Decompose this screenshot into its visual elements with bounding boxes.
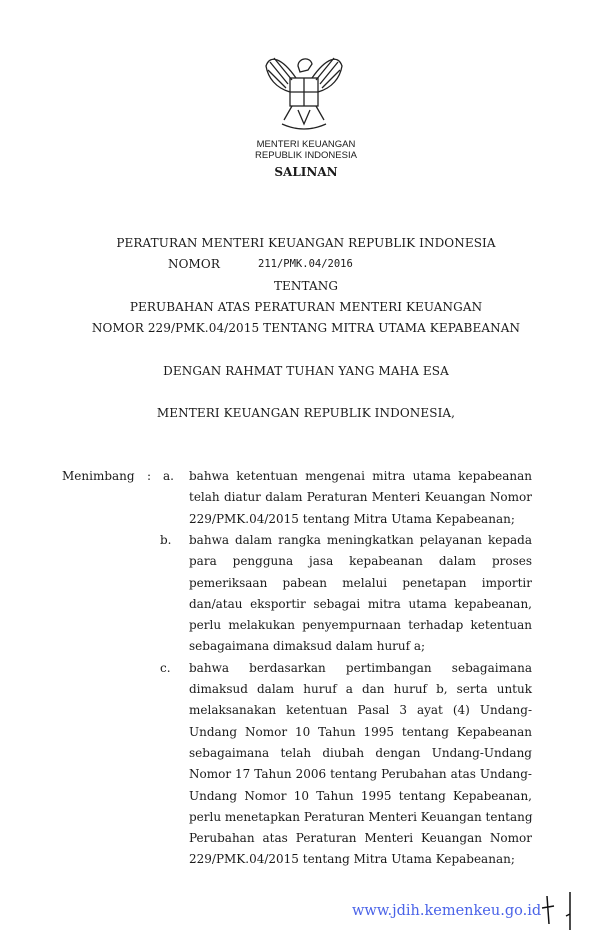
item-marker: a. — [163, 469, 174, 483]
item-text-line: telah diatur dalam Peraturan Menteri Keuangan Nomor — [189, 490, 532, 505]
subject-line-1: PERUBAHAN ATAS PERATURAN MENTERI KEUANGAN — [129, 300, 483, 314]
item-text-line: pemeriksaan pabean melalui penetapan importir — [189, 575, 532, 590]
subject-line-2: NOMOR 229/PMK.04/2015 TENTANG MITRA UTAMA KEPABEANAN — [91, 321, 521, 335]
regulation-title: PERATURAN MENTERI KEUANGAN REPUBLIK INDONESIA — [116, 236, 496, 250]
item-text-line: Nomor 17 Tahun 2006 tentang Perubahan atas Undang- — [189, 767, 532, 782]
item-text-line: perlu menetapkan Peraturan Menteri Keuangan tentang — [189, 809, 533, 824]
authority: MENTERI KEUANGAN REPUBLIK INDONESIA, — [156, 406, 456, 420]
item-text-line: dan/atau eksportir sebagai mitra utama kepabeanan, — [189, 596, 532, 611]
item-text-line: melaksanakan ketentuan Pasal 3 ayat (4) Undang- — [189, 703, 532, 718]
item-text-line: 229/PMK.04/2015 tentang Mitra Utama Kepabeanan; — [189, 511, 515, 526]
item-text-line: sebagaimana dimaksud dalam huruf a; — [189, 639, 426, 654]
item-marker: b. — [160, 532, 172, 547]
item-text-line: Undang Nomor 10 Tahun 1995 tentang Kepabeanan — [189, 724, 532, 739]
menimbang-colon: : — [147, 469, 152, 483]
invocation: DENGAN RAHMAT TUHAN YANG MAHA ESA — [163, 364, 449, 378]
item-text-line: bahwa ketentuan mengenai mitra utama kepabeanan — [189, 469, 532, 483]
menimbang-label: Menimbang — [62, 469, 135, 483]
item-text-line: perlu melakukan penyempurnaan terhadap ketentuan — [189, 618, 532, 633]
institution-line-2: REPUBLIK INDONESIA — [255, 150, 357, 161]
nomor-label: NOMOR — [168, 257, 220, 271]
item-text-line: bahwa dalam rangka meningkatkan pelayanan kepada — [189, 532, 532, 547]
salinan-stamp: SALINAN — [274, 165, 338, 179]
paraf-signature-icon — [540, 888, 580, 932]
item-text-line: sebagaimana telah diubah dengan Undang-Undang — [189, 745, 532, 760]
item-text-line: dimaksud dalam huruf a dan huruf b, serta untuk — [189, 682, 532, 696]
website-footer: www.jdih.kemenkeu.go.id — [352, 903, 542, 919]
garuda-emblem-icon — [262, 48, 346, 134]
item-text-line: Undang Nomor 10 Tahun 1995 tentang Kepabeanan, — [189, 788, 532, 803]
item-text-line: bahwa berdasarkan pertimbangan sebagaimana — [189, 660, 532, 675]
item-text-line: 229/PMK.04/2015 tentang Mitra Utama Kepabeanan; — [189, 852, 515, 867]
institution-line-1: MENTERI KEUANGAN — [256, 139, 356, 150]
tentang-heading: TENTANG — [273, 279, 339, 293]
item-marker: c. — [160, 660, 171, 675]
item-text-line: para pengguna jasa kepabeanan dalam proses — [189, 554, 532, 569]
item-text-line: Perubahan atas Peraturan Menteri Keuangan Nomor — [189, 831, 532, 846]
nomor-value: 211/PMK.04/2016 — [258, 258, 353, 270]
